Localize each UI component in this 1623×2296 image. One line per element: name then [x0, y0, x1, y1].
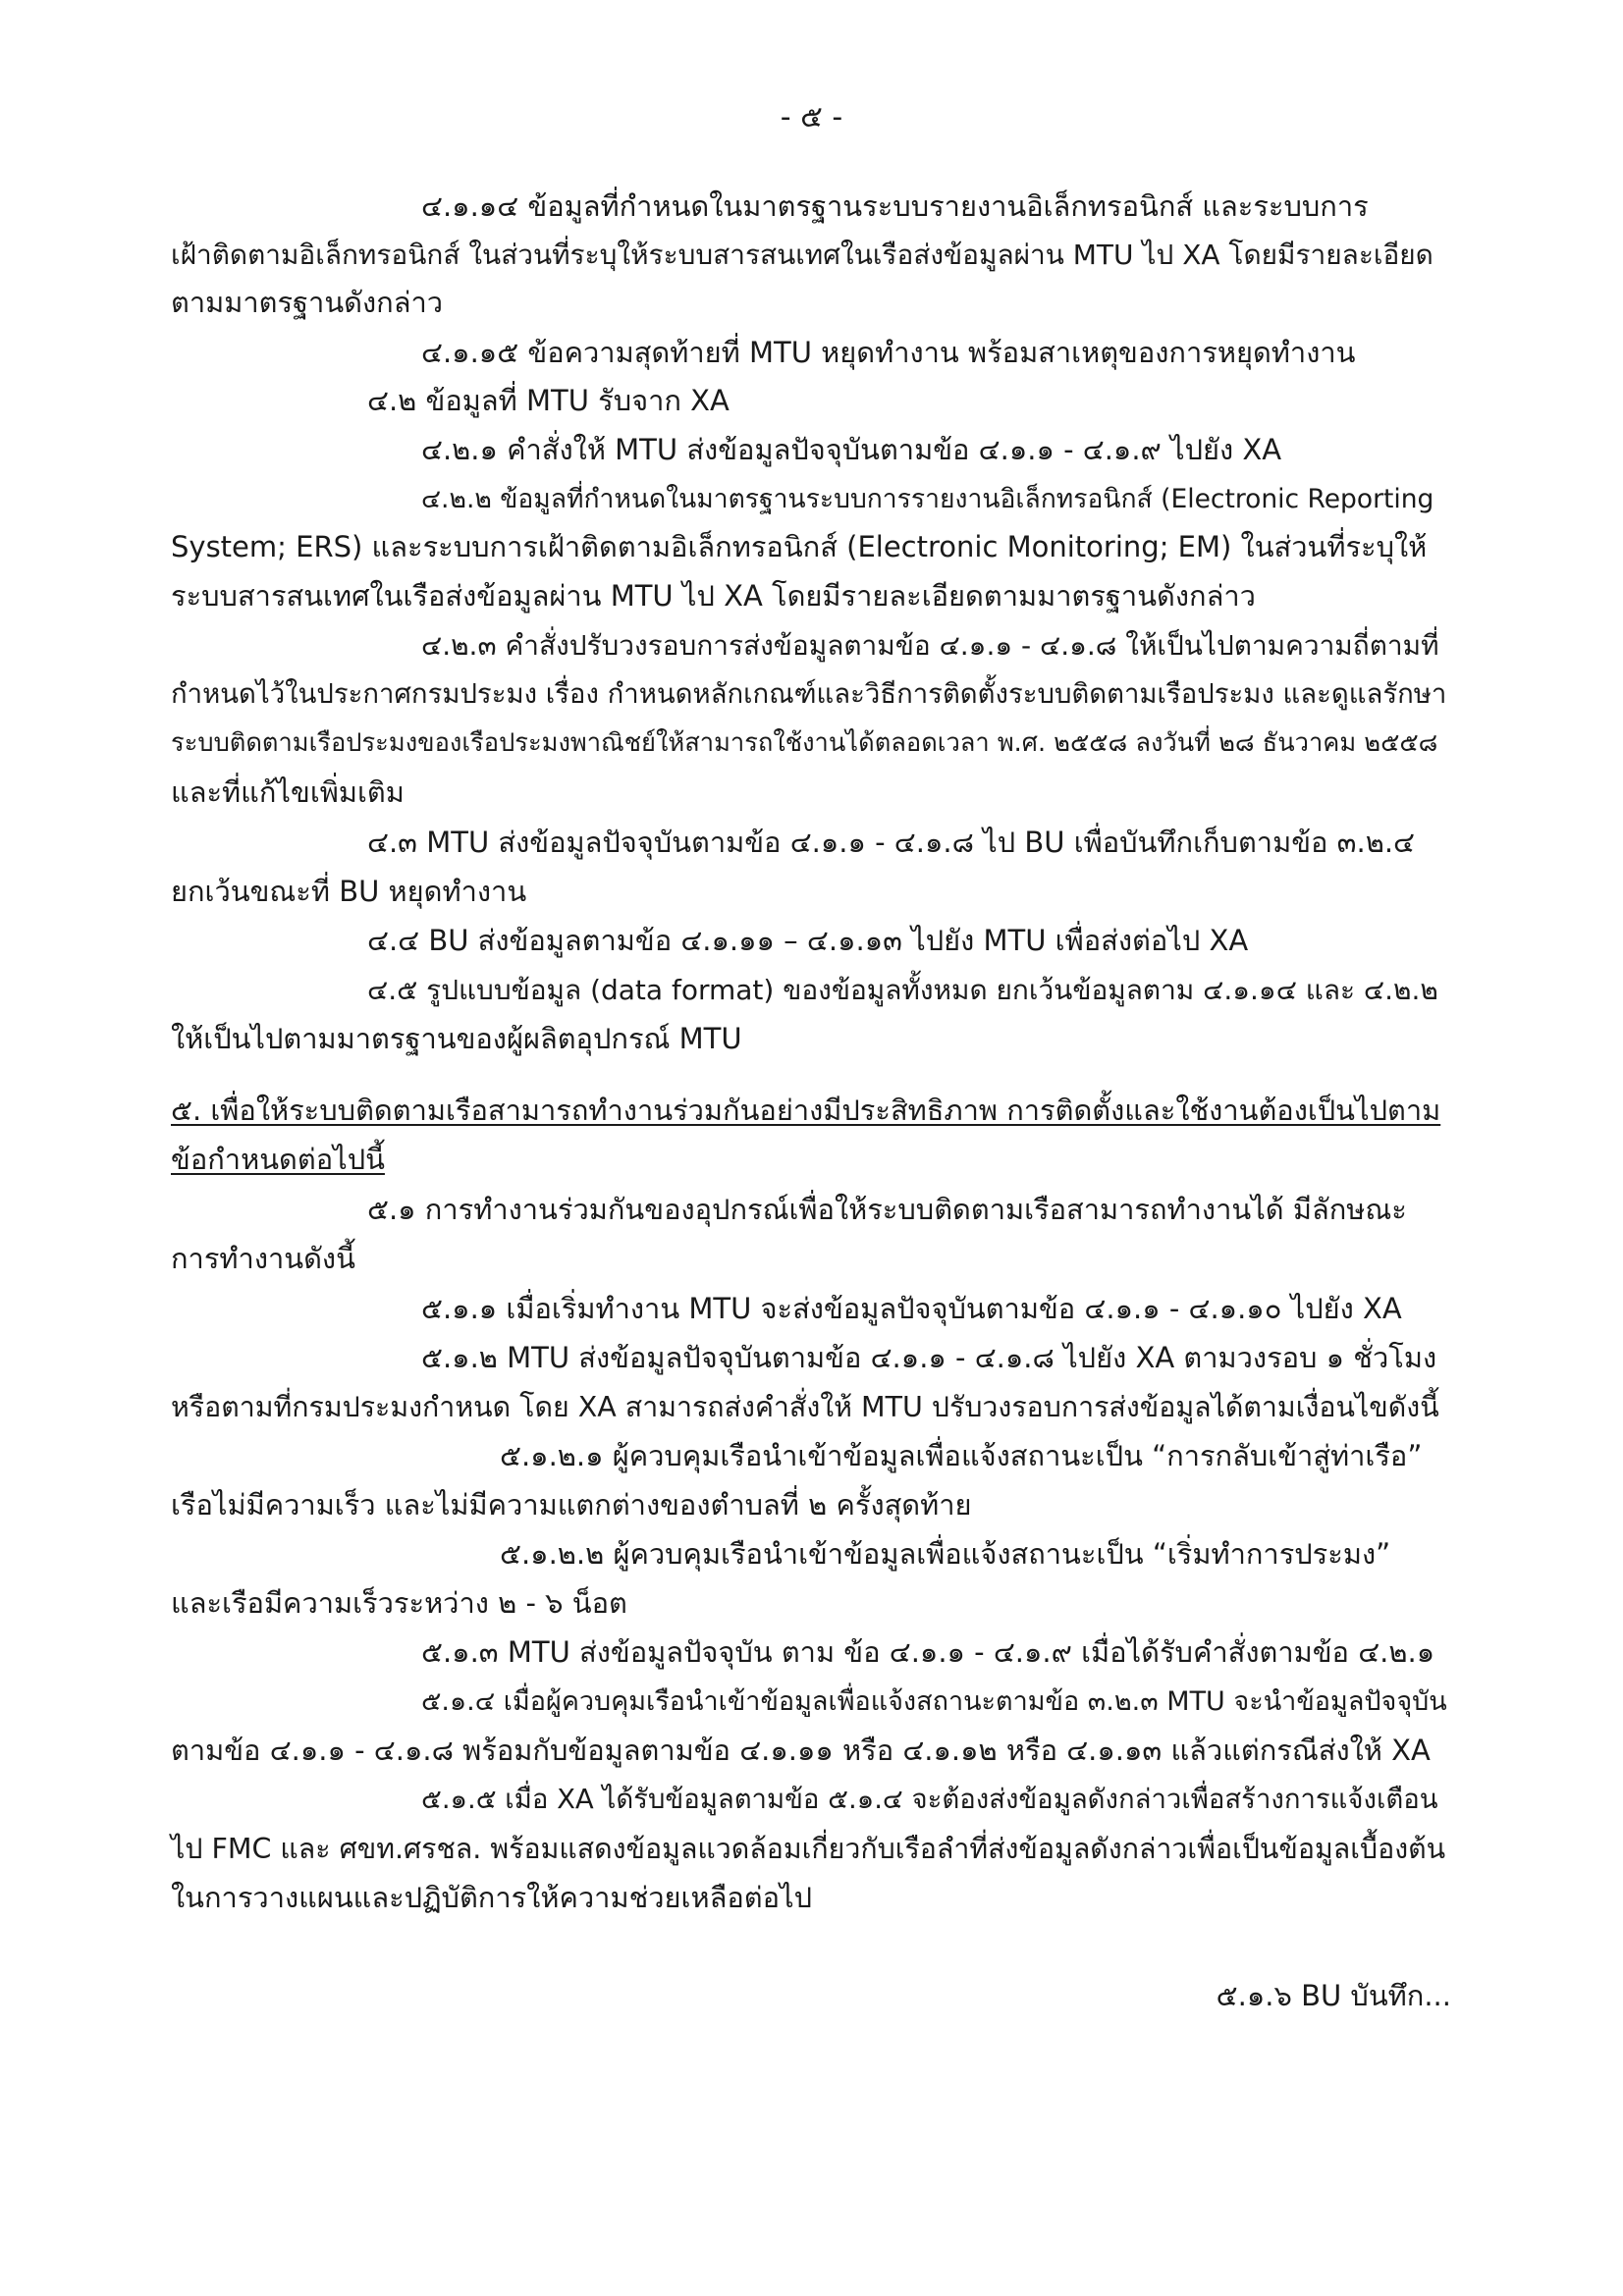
paragraph-line: ๔.๓ MTU ส่งข้อมูลปัจจุบันตามข้อ ๔.๑.๑ - ๔.๑.๘ ไป BU เพื่อบันทึกเก็บตามข้อ ๓.๒.๔	[367, 826, 1415, 859]
paragraph-line: ยกเว้นขณะที่ BU หยุดทำงาน	[171, 875, 527, 908]
paragraph-line: ๔.๒.๑ คำสั่งให้ MTU ส่งข้อมูลปัจจุบันตามข้อ ๔.๑.๑ - ๔.๑.๙ ไปยัง XA	[421, 433, 1282, 466]
paragraph-line: ให้เป็นไปตามมาตรฐานของผู้ผลิตอุปกรณ์ MTU	[171, 1022, 742, 1055]
paragraph-line: ๕.๑.๕ เมื่อ XA ได้รับข้อมูลตามข้อ ๕.๑.๔ จะต้องส่งข้อมูลดังกล่าวเพื่อสร้างการแจ้งเตือน	[421, 1784, 1438, 1815]
paragraph-line: ๕.๑.๒.๒ ผู้ควบคุมเรือนำเข้าข้อมูลเพื่อแจ้งสถานะเป็น “เริ่มทำการประมง”	[500, 1537, 1391, 1571]
paragraph-line: ๔.๒.๒ ข้อมูลที่กำหนดในมาตรฐานระบบการรายงานอิเล็กทรอนิกส์ (Electronic Reporting	[421, 484, 1434, 514]
paragraph-line: กำหนดไว้ในประกาศกรมประมง เรื่อง กำหนดหลักเกณฑ์และวิธีการติดตั้งระบบติดตามเรือประมง และดูแลรักษา	[171, 678, 1447, 710]
section-heading-underlined: ๕. เพื่อให้ระบบติดตามเรือสามารถทำงานร่วมกันอย่างมีประสิทธิภาพ การติดตั้งและใช้งานต้องเป็นไปตาม	[171, 1094, 1441, 1127]
continuation-text: ๕.๑.๖ BU บันทึก...	[1216, 1979, 1451, 2012]
paragraph-line: ไป FMC และ ศขท.ศรชล. พร้อมแสดงข้อมูลแวดล้อมเกี่ยวกับเรือลำที่ส่งข้อมูลดังกล่าวเพื่อเป็นข้อมูลเบื้องต้น	[171, 1833, 1446, 1865]
paragraph-line: ในการวางแผนและปฏิบัติการให้ความช่วยเหลือต่อไป	[171, 1881, 812, 1914]
paragraph-line: เรือไม่มีความเร็ว และไม่มีความแตกต่างของตำบลที่ ๒ ครั้งสุดท้าย	[171, 1488, 972, 1522]
paragraph-line: การทำงานดังนี้	[171, 1242, 355, 1275]
paragraph-line: ระบบสารสนเทศในเรือส่งข้อมูลผ่าน MTU ไป XA โดยมีรายละเอียดตามมาตรฐานดังกล่าว	[171, 579, 1256, 613]
paragraph-line: ๕.๑.๒ MTU ส่งข้อมูลปัจจุบันตามข้อ ๔.๑.๑ - ๔.๑.๘ ไปยัง XA ตามวงรอบ ๑ ชั่วโมง	[421, 1341, 1437, 1374]
paragraph-line: ๔.๑.๑๕ ข้อความสุดท้ายที่ MTU หยุดทำงาน พร้อมสาเหตุของการหยุดทำงาน	[421, 336, 1356, 369]
paragraph-line: ๔.๒.๓ คำสั่งปรับวงรอบการส่งข้อมูลตามข้อ ๔.๑.๑ - ๔.๑.๘ ให้เป็นไปตามความถี่ตามที่	[421, 629, 1439, 662]
page-number: - ๕ -	[780, 100, 843, 134]
paragraph-line: และที่แก้ไขเพิ่มเติม	[171, 775, 405, 809]
paragraph-line: ระบบติดตามเรือประมงของเรือประมงพาณิชย์ให้สามารถใช้งานได้ตลอดเวลา พ.ศ. ๒๕๕๘ ลงวันที่ ๒๘ ธันวาคม ๒๕๕๘	[171, 728, 1438, 758]
paragraph-line: ๕.๑.๔ เมื่อผู้ควบคุมเรือนำเข้าข้อมูลเพื่อแจ้งสถานะตามข้อ ๓.๒.๓ MTU จะนำข้อมูลปัจจุบัน	[421, 1686, 1447, 1717]
paragraph-line: ๕.๑ การทำงานร่วมกันของอุปกรณ์เพื่อให้ระบบติดตามเรือสามารถทำงานได้ มีลักษณะ	[367, 1193, 1407, 1226]
paragraph-line: ๕.๑.๓ MTU ส่งข้อมูลปัจจุบัน ตาม ข้อ ๔.๑.๑ - ๔.๑.๙ เมื่อได้รับคำสั่งตามข้อ ๔.๒.๑	[421, 1635, 1435, 1669]
paragraph-line: ๔.๔ BU ส่งข้อมูลตามข้อ ๔.๑.๑๑ – ๔.๑.๑๓ ไปยัง MTU เพื่อส่งต่อไป XA	[367, 924, 1249, 957]
paragraph-line: ตามข้อ ๔.๑.๑ - ๔.๑.๘ พร้อมกับข้อมูลตามข้อ ๔.๑.๑๑ หรือ ๔.๑.๑๒ หรือ ๔.๑.๑๓ แล้วแต่กรณีส่งให้ XA	[171, 1734, 1431, 1767]
paragraph-line: ตามมาตรฐานดังกล่าว	[171, 286, 444, 319]
paragraph-line: ๕.๑.๑ เมื่อเริ่มทำงาน MTU จะส่งข้อมูลปัจจุบันตามข้อ ๔.๑.๑ - ๔.๑.๑๐ ไปยัง XA	[421, 1292, 1402, 1325]
paragraph-line: ๔.๑.๑๔ ข้อมูลที่กำหนดในมาตรฐานระบบรายงานอิเล็กทรอนิกส์ และระบบการ	[421, 189, 1369, 223]
paragraph-line: เฝ้าติดตามอิเล็กทรอนิกส์ ในส่วนที่ระบุให้ระบบสารสนเทศในเรือส่งข้อมูลผ่าน MTU ไป XA โดยมีรายละเอียด	[171, 239, 1434, 271]
paragraph-line: และเรือมีความเร็วระหว่าง ๒ - ๖ น็อต	[171, 1586, 627, 1620]
paragraph-line: ๔.๕ รูปแบบข้อมูล (data format) ของข้อมูลทั้งหมด ยกเว้นข้อมูลตาม ๔.๑.๑๔ และ ๔.๒.๒	[367, 974, 1438, 1006]
paragraph-line: หรือตามที่กรมประมงกำหนด โดย XA สามารถส่งคำสั่งให้ MTU ปรับวงรอบการส่งข้อมูลได้ตามเงื่อนไขดังนี้	[171, 1391, 1439, 1423]
section-heading-underlined: ข้อกำหนดต่อไปนี้	[171, 1143, 385, 1176]
paragraph-line: ๕.๑.๒.๑ ผู้ควบคุมเรือนำเข้าข้อมูลเพื่อแจ้งสถานะเป็น “การกลับเข้าสู่ท่าเรือ”	[500, 1439, 1423, 1472]
paragraph-line: System; ERS) และระบบการเฝ้าติดตามอิเล็กทรอนิกส์ (Electronic Monitoring; EM) ในส่วนที่ระบุให้	[171, 530, 1428, 563]
section-heading: ๔.๒ ข้อมูลที่ MTU รับจาก XA	[367, 384, 730, 417]
